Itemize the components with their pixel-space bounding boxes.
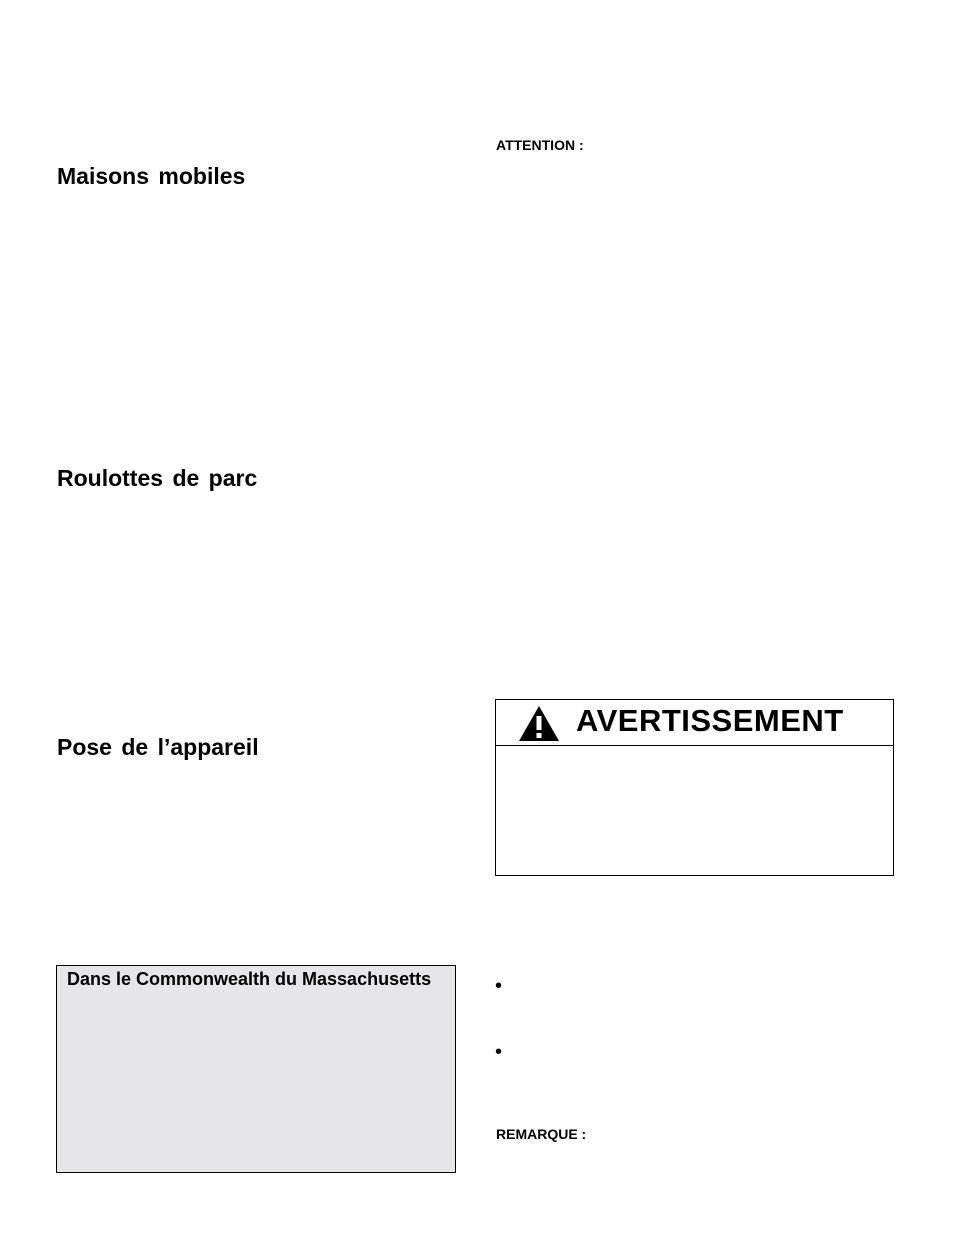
massachusetts-box <box>56 965 456 1173</box>
bullet-1: • <box>495 975 503 997</box>
bullet-2: • <box>495 1041 503 1063</box>
warning-title: AVERTISSEMENT <box>576 703 844 738</box>
heading-mobile-homes: Maisons mobiles <box>57 163 246 189</box>
massachusetts-box-title: Dans le Commonwealth du Massachusetts <box>67 969 432 989</box>
remark-label: REMARQUE : <box>496 1126 587 1142</box>
warning-triangle-icon <box>518 705 560 742</box>
heading-park-trailers: Roulottes de parc <box>57 465 258 491</box>
heading-installation: Pose de l’appareil <box>57 734 259 760</box>
warning-box <box>495 699 894 876</box>
warning-header <box>496 700 893 746</box>
attention-label: ATTENTION : <box>496 137 584 153</box>
